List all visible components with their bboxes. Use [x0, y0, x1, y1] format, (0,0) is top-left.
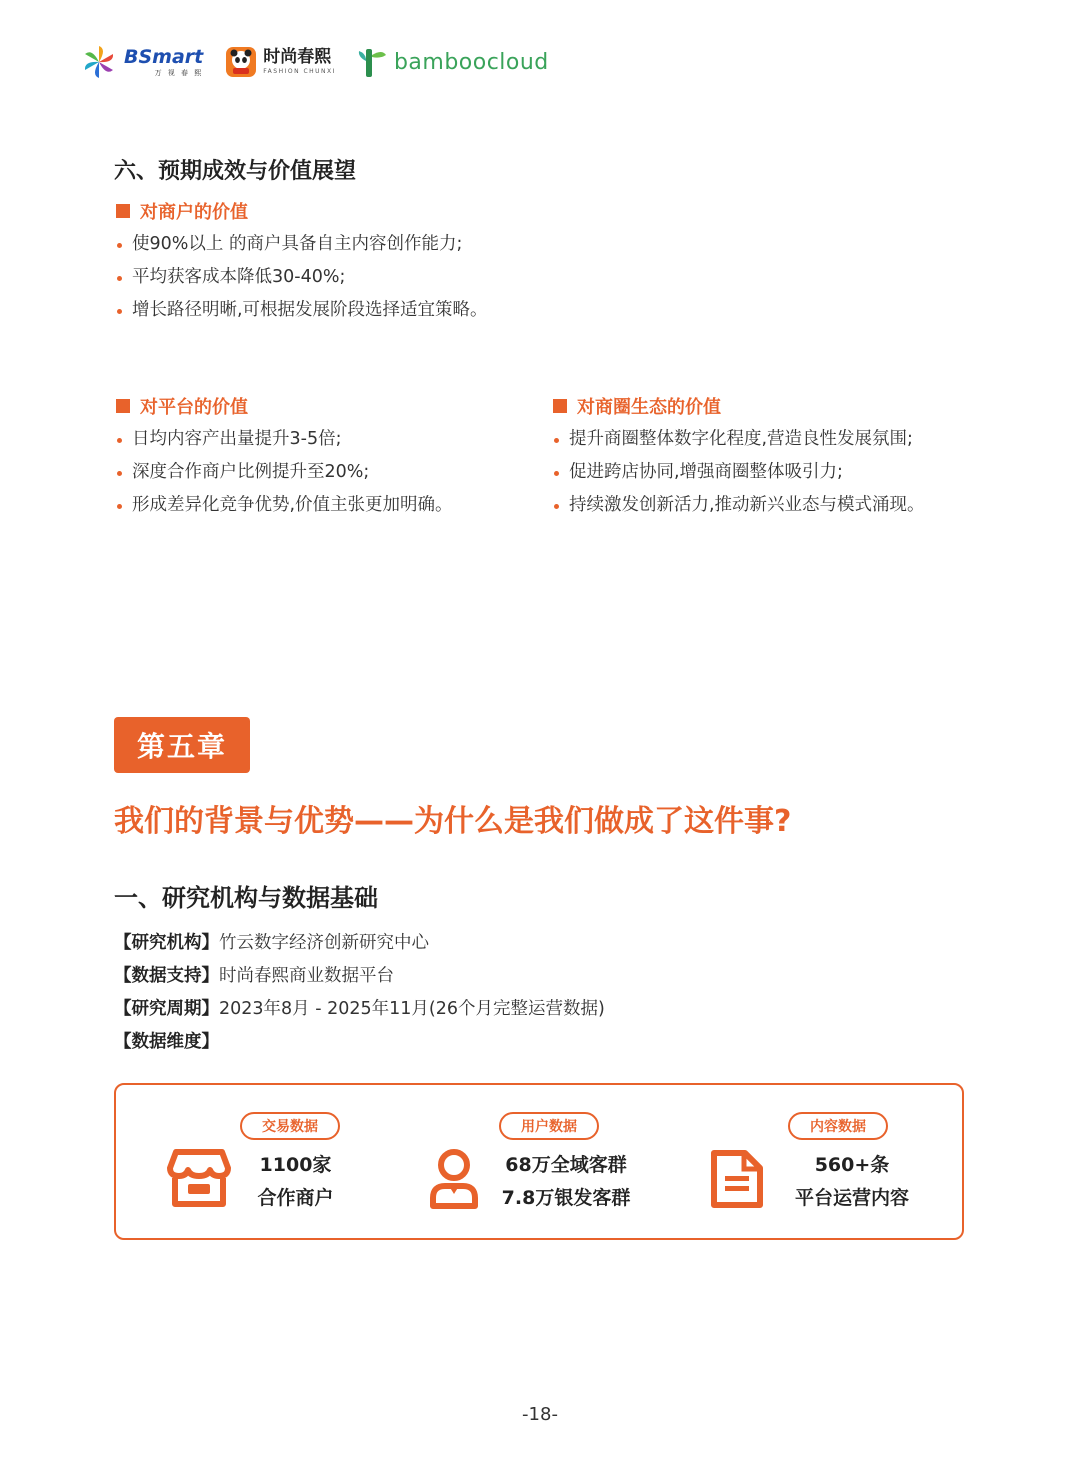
list-item: 促进跨店协同,增强商圈整体吸引力;: [553, 456, 925, 489]
ecosystem-value-list: [553, 423, 925, 522]
stat-label: 7.8万银发客群: [501, 1187, 631, 1209]
list-item: 持续激发创新活力,推动新兴业态与模式涌现。: [553, 489, 925, 522]
user-icon: [429, 1148, 479, 1210]
stat-text: [491, 1149, 641, 1215]
list-item: 深度合作商户比例提升至20%;: [116, 456, 453, 489]
stat-tag: 内容数据: [788, 1112, 888, 1140]
ecosystem-value-heading-text: 对商圈生态的价值: [577, 397, 721, 418]
platform-value-heading: [116, 393, 453, 419]
info-key: 【研究周期】: [114, 999, 219, 1019]
ecosystem-value-heading: [553, 393, 925, 419]
info-row-institution: [114, 927, 605, 960]
info-row-period: [114, 993, 605, 1026]
stat-label: 合作商户: [257, 1187, 334, 1209]
bsmart-logo: [80, 43, 203, 81]
stat-text: [782, 1149, 922, 1215]
stat-value: 68万全域客群: [505, 1154, 627, 1176]
bamboocloud-name: bamboocloud: [393, 49, 549, 75]
info-key: 【数据支持】: [114, 966, 219, 986]
merchant-value-block: [116, 198, 488, 327]
info-value: 时尚春熙商业数据平台: [219, 966, 394, 986]
info-row-data-support: [114, 960, 605, 993]
chapter-title: 我们的背景与优势——为什么是我们做成了这件事?: [114, 804, 792, 839]
stat-user: [399, 1085, 682, 1238]
platform-value-block: [116, 393, 453, 522]
bsmart-subtitle: 万 视 春 熙: [154, 68, 204, 77]
panda-icon: [225, 46, 257, 78]
document-icon: [709, 1148, 765, 1210]
list-item: 增长路径明晰,可根据发展阶段选择适宜策略。: [116, 294, 488, 327]
chunxi-name: 时尚春熙: [263, 47, 332, 67]
square-bullet-icon: [553, 399, 567, 413]
chunxi-subtitle: FASHION CHUNXI: [263, 68, 336, 75]
platform-value-heading-text: 对平台的价值: [140, 397, 248, 418]
stat-value: 560+条: [814, 1154, 890, 1176]
bsmart-pinwheel-icon: [80, 43, 118, 81]
info-key: 【数据维度】: [114, 1032, 219, 1052]
research-info: [114, 927, 605, 1059]
square-bullet-icon: [116, 399, 130, 413]
bsmart-name: BSmart: [124, 45, 204, 68]
stat-value: 1100家: [259, 1154, 332, 1176]
section-6-title: 六、预期成效与价值展望: [114, 159, 357, 184]
bamboocloud-logo: [358, 45, 549, 79]
store-icon: [166, 1148, 232, 1210]
data-dimensions-box: [114, 1083, 964, 1240]
stat-tag: 用户数据: [499, 1112, 599, 1140]
page-number: -18-: [522, 1404, 558, 1425]
section-1-title: 一、研究机构与数据基础: [114, 884, 378, 912]
list-item: 形成差异化竞争优势,价值主张更加明确。: [116, 489, 453, 522]
merchant-value-list: [116, 228, 488, 327]
chapter-badge: 第五章: [114, 717, 250, 773]
info-value: 竹云数字经济创新研究中心: [219, 933, 429, 953]
ecosystem-value-block: [553, 393, 925, 522]
list-item: 日均内容产出量提升3-5倍;: [116, 423, 453, 456]
square-bullet-icon: [116, 204, 130, 218]
list-item: 平均获客成本降低30-40%;: [116, 261, 488, 294]
stat-label: 平台运营内容: [794, 1187, 909, 1209]
stat-tag: 交易数据: [240, 1112, 340, 1140]
stat-text: [248, 1149, 343, 1215]
header-logos: [80, 40, 549, 84]
info-key: 【研究机构】: [114, 933, 219, 953]
bamboo-icon: [358, 45, 388, 79]
list-item: 使90%以上 的商户具备自主内容创作能力;: [116, 228, 488, 261]
info-row-dimensions: [114, 1026, 605, 1059]
merchant-value-heading-text: 对商户的价值: [140, 202, 248, 223]
list-item: 提升商圈整体数字化程度,营造良性发展氛围;: [553, 423, 925, 456]
merchant-value-heading: [116, 198, 488, 224]
stat-content: [682, 1085, 964, 1238]
platform-value-list: [116, 423, 453, 522]
info-value: 2023年8月 - 2025年11月(26个月完整运营数据): [219, 999, 605, 1019]
chunxi-logo: [225, 46, 336, 78]
stat-transaction: [116, 1085, 399, 1238]
